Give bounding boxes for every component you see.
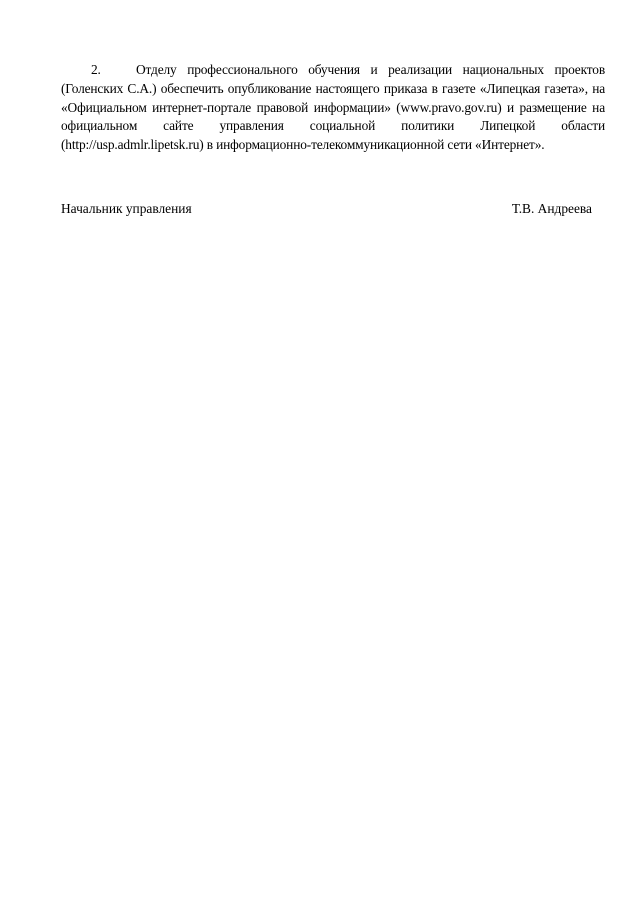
paragraph-2 <box>61 61 605 155</box>
paragraph-number: 2. <box>91 62 101 77</box>
paragraph-text: Отделу профессионального обучения и реализации национальных проектов (Голенских С.А.) обеспечить опубликование настоящего приказа в газете «Липецкая газета», на «Официальном интернет-портале правовой информации» (www.pravo.gov.ru) и размещение на официальном сайте управления социальной политики Липецкой области (http://usp.admlr.lipetsk.ru) в информационно-телекоммуникационной сети «Интернет». <box>61 62 605 153</box>
signatory-name: Т.В. Андреева <box>511 201 592 216</box>
signature-block <box>61 200 592 219</box>
signatory-position: Начальник управления <box>61 201 192 216</box>
